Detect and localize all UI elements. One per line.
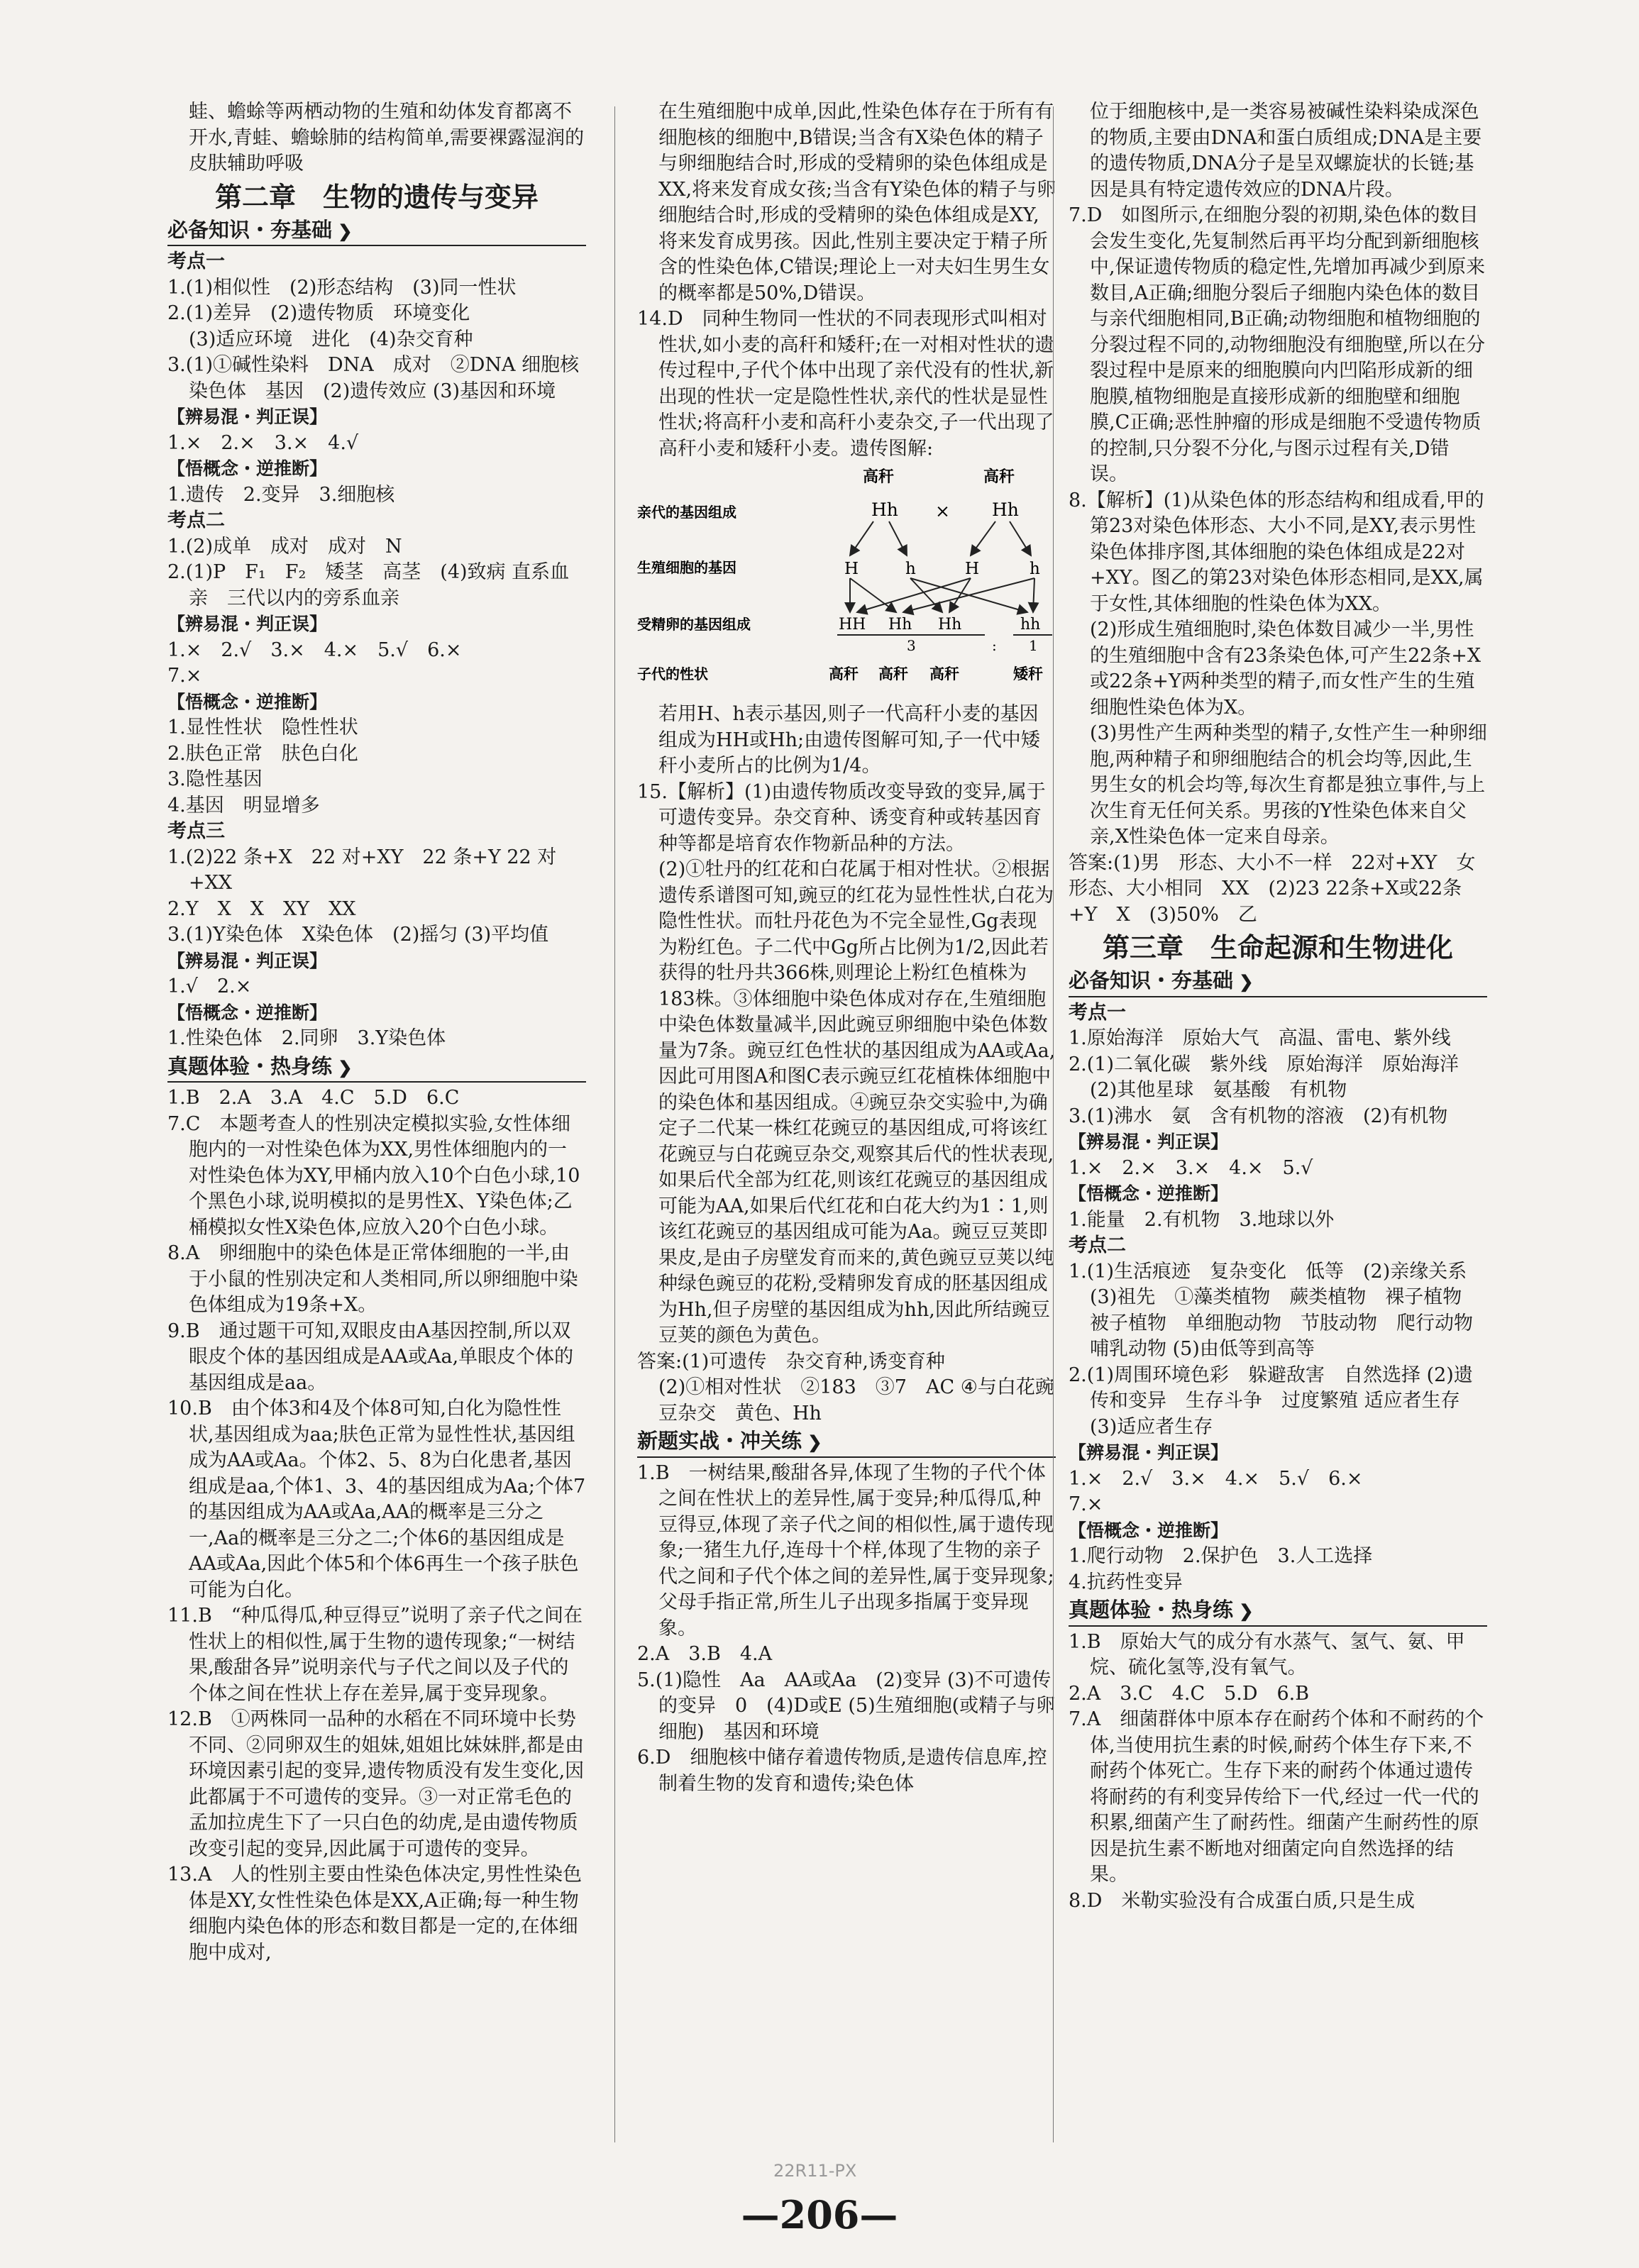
chevron-right-icon: ❯ xyxy=(332,1056,353,1078)
page-number: —206— xyxy=(741,2192,898,2237)
text-line: 1.× 2.√ 3.× 4.× 5.√ 6.× xyxy=(1069,1467,1363,1490)
text-line: 1.爬行动物 2.保护色 3.人工选择 xyxy=(1069,1545,1373,1567)
text-line: 9.B 通过题干可知,双眼皮由A基因控制,所以双眼皮个体的基因组成是AA或Aa,单眼皮个体的基因组成是aa。 xyxy=(167,1320,574,1394)
text-line: 1.B 一树结果,酸甜各异,体现了生物的子代个体之间在性状上的差异性,属于变异;种瓜得瓜,种豆得豆,体现了亲子代之间的相似性,属于遗传现象;一猪生九仔,连母十个样,体现了生物的亲子代之间和子代个体之间的差异性,属于变异现象;父母手指正常,所生儿子出现多指属于变异现象。 xyxy=(637,1461,1054,1639)
zygote-4: hh xyxy=(1020,616,1041,634)
text-line: 2.A 3.B 4.A xyxy=(637,1643,773,1665)
text-line: 1.× 2.× 3.× 4.√ xyxy=(167,431,359,454)
gamete-1: H xyxy=(844,560,859,578)
tag-label: 【辨易混・判正误】 xyxy=(1069,1132,1229,1152)
text-line: 1.遗传 2.变异 3.细胞核 xyxy=(167,483,395,506)
offspring-phenotype-4: 矮秆 xyxy=(1013,665,1043,682)
topic-heading: 考点一 xyxy=(167,250,225,272)
text-line: 15.【解析】(1)由遗传物质改变导致的变异,属于可遗传变异。杂交育种、诱变育种或转基因育种等都是培育农作物新品种的方法。 xyxy=(637,780,1046,855)
topic-heading: 考点三 xyxy=(167,820,225,842)
section-header: 新题实战・冲关练 ❯ xyxy=(637,1428,1056,1458)
column-right xyxy=(1069,99,1495,2171)
middle-upper-text xyxy=(637,99,1056,462)
topic-heading: 考点二 xyxy=(1069,1234,1126,1256)
text-line: 2.(1)二氧化碳 紫外线 原始海洋 原始海洋 (2)其他星球 氨基酸 有机物 xyxy=(1069,1053,1479,1101)
section-header: 必备知识・夯基础 ❯ xyxy=(167,217,586,247)
parent1-genotype: Hh xyxy=(871,499,898,520)
section-header: 必备知识・夯基础 ❯ xyxy=(1069,968,1487,997)
tag-label: 【辨易混・判正误】 xyxy=(167,406,328,427)
tag-label: 【悟概念・逆推断】 xyxy=(1069,1183,1229,1204)
chevron-right-icon: ❯ xyxy=(332,220,353,241)
gamete-2: h xyxy=(905,560,916,578)
text-line: 2.Y X X XY XX xyxy=(167,897,356,920)
text-line: 1.√ 2.× xyxy=(167,975,252,997)
text-line: 2.肤色正常 肤色白化 xyxy=(167,742,358,765)
chapter-title: 第二章 生物的遗传与变异 xyxy=(214,180,539,213)
zygote-2: Hh xyxy=(888,616,912,634)
offspring-phenotype-1: 高秆 xyxy=(829,665,859,682)
text-line: 5.(1)隐性 Aa AA或Aa (2)变异 (3)不可遗传的变异 0 (4)D或E (5)生殖细胞(或精子与卵细胞) 基因和环境 xyxy=(637,1669,1056,1743)
column-divider xyxy=(614,106,615,2142)
ratio-colon: : xyxy=(992,637,997,654)
text-line: (3)适应环境 进化 (4)杂交育种 xyxy=(189,328,473,350)
text-line: 8.【解析】(1)从染色体的形态结构和组成看,甲的第23对染色体形态、大小不同,是XY,表示男性染色体排序图,其体细胞的染色体组成是22对+XY。图乙的第23对染色体形态相同,是XX,属于女性,其体细胞的性染色体为XX。 xyxy=(1069,489,1484,615)
tag-label: 【辨易混・判正误】 xyxy=(1069,1442,1229,1463)
chapter-title: 第三章 生命起源和生物进化 xyxy=(1102,931,1453,963)
text-line: 2.A 3.C 4.C 5.D 6.B xyxy=(1069,1682,1310,1705)
column-middle xyxy=(637,99,1056,2171)
tag-label: 【悟概念・逆推断】 xyxy=(167,1002,328,1023)
offspring-phenotype-3: 高秆 xyxy=(929,665,959,682)
text-line: 1.能量 2.有机物 3.地球以外 xyxy=(1069,1208,1335,1231)
column-divider xyxy=(1053,106,1054,2142)
text-line: 12.B ①两株同一品种的水稻在不同环境中长势不同、②同卵双生的姐妹,姐姐比妹妹胖,都是由环境因素引起的变异,遗传物质没有发生变化,因此都属于不可遗传的变异。③一对正常毛色的孟加拉虎生下了一只白色的幼虎,是由遗传物质改变引起的变异,因此属于可遗传的变异。 xyxy=(167,1708,585,1860)
text-line: 1.× 2.√ 3.× 4.× 5.√ 6.× xyxy=(167,638,462,661)
parent2-genotype: Hh xyxy=(992,499,1019,520)
tag-label: 【悟概念・逆推断】 xyxy=(167,691,328,712)
text-line: 7.A 细菌群体中原本存在耐药个体和不耐药的个体,当使用抗生素的时候,耐药个体生存下来,不耐药个体死亡。生存下来的耐药个体通过遗传将耐药的有利变异传给下一代,经过一代一代的积累,细菌产生了耐药性。细菌产生耐药性的原因是抗生素不断地对细菌定向自然选择的结果。 xyxy=(1069,1708,1484,1886)
chevron-right-icon: ❯ xyxy=(1233,971,1254,992)
text-line: 若用H、h表示基因,则子一代高秆小麦的基因组成为HH或Hh;由遗传图解可知,子一代中矮秆小麦所占的比例为1/4。 xyxy=(658,703,1040,777)
text-line: 在生殖细胞中成单,因此,性染色体存在于所有有细胞核的细胞中,B错误;当含有X染色体的精子与卵细胞结合时,形成的受精卵的染色体组成是XX,将来发育成女孩;当含有Y染色体的精子与卵细胞结合时,形成的受精卵的染色体组成是XY,将来发育成男孩。因此,性别主要决定于精子所含的性染色体,C错误;理论上一对夫妇生男生女的概率都是50%,D错误。 xyxy=(658,101,1056,304)
diagram-row-label-gametes: 生殖细胞的基因 xyxy=(637,559,736,576)
diagram-row-label-parents: 亲代的基因组成 xyxy=(637,504,736,521)
offspring-phenotype-2: 高秆 xyxy=(878,665,908,682)
text-line: 1.B 2.A 3.A 4.C 5.D 6.C xyxy=(167,1087,460,1109)
tag-label: 【辨易混・判正误】 xyxy=(167,614,328,634)
text-line: 11.B “种瓜得瓜,种豆得豆”说明了亲子代之间在性状上的相似性,属于生物的遗传现象;“一树结果,酸甜各异”说明亲代与子代之间以及子代的个体之间在性状上存在差异,属于变异现象。 xyxy=(167,1605,583,1705)
text-line: (2)①牡丹的红花和白花属于相对性状。②根据遗传系谱图可知,豌豆的红花为显性性状,白花为隐性性状。而牡丹花色为不完全显性,Gg表现为粉红色。子二代中Gg所占比例为1/2,因此若获得的牡丹共366株,则理论上粉红色植株为183株。③体细胞中染色体成对存在,生殖细胞中染色体数量减半,因此豌豆卵细胞中染色体数量为7条。豌豆红色性状的基因组成为AA或Aa,因此可用图A和图C表示豌豆红花植株体细胞中的染色体和基因组成。④豌豆杂交实验中,为确定子二代某一株红花豌豆的基因组成,可将该红花豌豆与白花豌豆杂交,观察其后代的性状表现,如果后代全部为红花,则该红花豌豆的基因组成可能为AA,如果后代红花和白花大约为1∶1,则该红花豌豆的基因组成可能为Aa。豌豆豆荚即果皮,是由子房壁发育而来的,黄色豌豆豆荚以纯种绿色豌豆的花粉,受精卵发育成的胚基因组成为Hh,但子房壁的基因组成为hh,因此所结豌豆豆荚的颜色为黄色。 xyxy=(658,858,1056,1346)
text-line: 10.B 由个体3和4及个体8可知,白化为隐性性状,基因组成为aa;肤色正常为显性性状,基因组成为AA或Aa。个体2、5、8为白化患者,基因组成是aa,个体1、3、4的基因组成为Aa;个体7的基因组成为AA或Aa,AA的概率是三分之一,Aa的概率是三分之二;个体6的基因组成是AA或Aa,因此个体5和个体6再生一个孩子肤色可能为白化。 xyxy=(167,1398,586,1601)
diagram-row-label-zygotes: 受精卵的基因组成 xyxy=(637,616,751,633)
text-line: 8.D 米勒实验没有合成蛋白质,只是生成 xyxy=(1069,1889,1415,1912)
text-line: 1.(2)成单 成对 成对 N xyxy=(167,535,402,558)
middle-lower-text xyxy=(637,702,1056,1797)
section-header: 真题体验・热身练 ❯ xyxy=(167,1053,586,1083)
ratio-left: 3 xyxy=(907,637,916,654)
text-line: 7.× xyxy=(1069,1493,1103,1515)
column-left xyxy=(167,99,599,2171)
diagram-row-label-offspring: 子代的性状 xyxy=(637,665,708,682)
text-line: 4.抗药性变异 xyxy=(1069,1571,1183,1593)
text-line: 2.(1)P F₁ F₂ 矮茎 高茎 (4)致病 直系血亲 三代以内的旁系血亲 xyxy=(167,561,570,609)
section-header: 真题体验・热身练 ❯ xyxy=(1069,1597,1487,1627)
ratio-right: 1 xyxy=(1029,637,1038,654)
text-line: 3.(1)Y染色体 X染色体 (2)摇匀 (3)平均值 xyxy=(167,924,549,946)
text-line: 13.A 人的性别主要由性染色体决定,男性性染色体是XY,女性性染色体是XX,A正确;每一种生物细胞内染色体的形态和数目都是一定的,在体细胞中成对, xyxy=(167,1864,583,1964)
parent1-phenotype: 高秆 xyxy=(863,468,895,486)
text-line: 1.B 原始大气的成分有水蒸气、氢气、氨、甲烷、硫化氢等,没有氧气。 xyxy=(1069,1630,1465,1678)
text-line: 1.(1)生活痕迹 复杂变化 低等 (2)亲缘关系 (3)祖先 ①藻类植物 蕨类植物 裸子植物 被子植物 单细胞动物 节肢动物 爬行动物 哺乳动物 (5)由低等到高等 xyxy=(1069,1260,1492,1360)
topic-heading: 考点一 xyxy=(1069,1001,1126,1024)
tag-label: 【辨易混・判正误】 xyxy=(167,950,328,971)
zygote-3: Hh xyxy=(938,616,962,634)
answer-line: 答案:(1)可遗传 杂交育种,诱变育种 xyxy=(637,1350,945,1373)
text-line: 1.性染色体 2.同卵 3.Y染色体 xyxy=(167,1027,446,1049)
chevron-right-icon: ❯ xyxy=(1233,1600,1254,1621)
text-line: 7.D 如图所示,在细胞分裂的初期,染色体的数目会发生变化,先复制然后再平均分配到新细胞核中,保证遗传物质的稳定性,先增加再减少到原来数目,A正确;细胞分裂后子细胞内染色体的数目与亲代细胞相同,B正确;动物细胞和植物细胞的分裂过程不同的,动物细胞没有细胞壁,所以在分裂过程中是原来的细胞膜向内凹陷形成新的细胞膜,植物细胞是直接形成新的细胞壁和细胞膜,C正确;恶性肿瘤的形成是细胞不受遗传物质的控制,只分裂不分化,与图示过程有关,D错误。 xyxy=(1069,204,1486,485)
text-line: 7.C 本题考查人的性别决定模拟实验,女性体细胞内的一对性染色体为XX,男性体细胞内的一对性染色体为XY,甲桶内放入10个白色小球,10个黑色小球,说明模拟的是男性X、Y染色体;乙桶模拟女性X染色体,应放入20个白色小球。 xyxy=(167,1112,580,1239)
text-line: 位于细胞核中,是一类容易被碱性染料染成深色的物质,主要由DNA和蛋白质组成;DNA是主要的遗传物质,DNA分子是呈双螺旋状的长链;基因是具有特定遗传效应的DNA片段。 xyxy=(1090,101,1482,201)
tag-label: 【悟概念・逆推断】 xyxy=(167,458,328,479)
parent2-phenotype: 高秆 xyxy=(983,468,1015,486)
answer-line: 答案:(1)男 形态、大小不一样 22对+XY 女 形态、大小相同 XX (2)23 22条+X或22条+Y X (3)50% 乙 xyxy=(1069,851,1495,926)
text-line: 14.D 同种生物同一性状的不同表现形式叫相对性状,如小麦的高秆和矮秆;在一对相对性状的遗传过程中,子代个体中出现了亲代没有的性状,新出现的性状一定是隐性性状,亲代的性状是显性性状;将高秆小麦和高秆小麦杂交,子一代出现了高秆小麦和矮秆小麦。遗传图解: xyxy=(637,308,1054,460)
text-line: (2)形成生殖细胞时,染色体数目减少一半,男性的生殖细胞中含有23条染色体,可产生22条+X或22条+Y两种类型的精子,而女性产生的生殖细胞性染色体为X。 xyxy=(1090,619,1481,719)
text-line: 3.隐性基因 xyxy=(167,768,263,790)
text-line: (3)男性产生两种类型的精子,女性产生一种卵细胞,两种精子和卵细胞结合的机会均等,因此,生男生女的机会均等,每次生育都是独立事件,与上次生育无任何关系。男孩的Y性染色体来自父亲,X性染色体一定来自母亲。 xyxy=(1090,722,1487,848)
text-line: 7.× xyxy=(167,665,202,687)
text-line: 1.(2)22 条+X 22 对+XY 22 条+Y 22 对+XX xyxy=(167,846,557,894)
text-line: 1.× 2.× 3.× 4.× 5.√ xyxy=(1069,1156,1313,1179)
genetic-diagram xyxy=(637,468,1056,695)
text-line: 3.(1)①碱性染料 DNA 成对 ②DNA 细胞核 染色体 基因 (2)遗传效应 (3)基因和环境 xyxy=(167,354,599,402)
text-line: 1.显性性状 隐性性状 xyxy=(167,717,358,739)
text-line: (2)①相对性状 ②183 ③7 AC ④与白花豌豆杂交 黄色、Hh xyxy=(658,1376,1054,1425)
text-line: 8.A 卵细胞中的染色体是正常体细胞的一半,由于小鼠的性别决定和人类相同,所以卵细胞中染色体组成为19条+X。 xyxy=(167,1242,578,1316)
text-line: 3.(1)沸水 氨 含有机物的溶液 (2)有机物 xyxy=(1069,1105,1448,1127)
text-line: 2.(1)周围环境色彩 躲避敌害 自然选择 (2)遗传和变异 生存斗争 过度繁殖 适应者生存 (3)适应者生存 xyxy=(1069,1363,1479,1438)
gamete-4: h xyxy=(1030,560,1040,578)
text-line: 蛙、蟾蜍等两栖动物的生殖和幼体发育都离不开水,青蛙、蟾蜍肺的结构简单,需要裸露湿润的皮肤辅助呼吸 xyxy=(189,101,585,175)
print-code: 22R11-PX xyxy=(773,2161,857,2181)
text-line: 6.D 细胞核中储存着遗传物质,是遗传信息库,控制着生物的发育和遗传;染色体 xyxy=(637,1747,1047,1795)
gamete-3: H xyxy=(965,560,980,578)
tag-label: 【悟概念・逆推断】 xyxy=(1069,1520,1229,1541)
topic-heading: 考点二 xyxy=(167,509,225,531)
text-line: 4.基因 明显增多 xyxy=(167,794,320,817)
zygote-1: HH xyxy=(839,616,866,634)
text-line: 1.原始海洋 原始大气 高温、雷电、紫外线 xyxy=(1069,1027,1451,1049)
text-line: 1.(1)相似性 (2)形态结构 (3)同一性状 xyxy=(167,276,517,299)
chevron-right-icon: ❯ xyxy=(802,1432,822,1452)
text-line: 2.(1)差异 (2)遗传物质 环境变化 xyxy=(167,302,470,324)
cross-symbol: × xyxy=(935,501,950,521)
